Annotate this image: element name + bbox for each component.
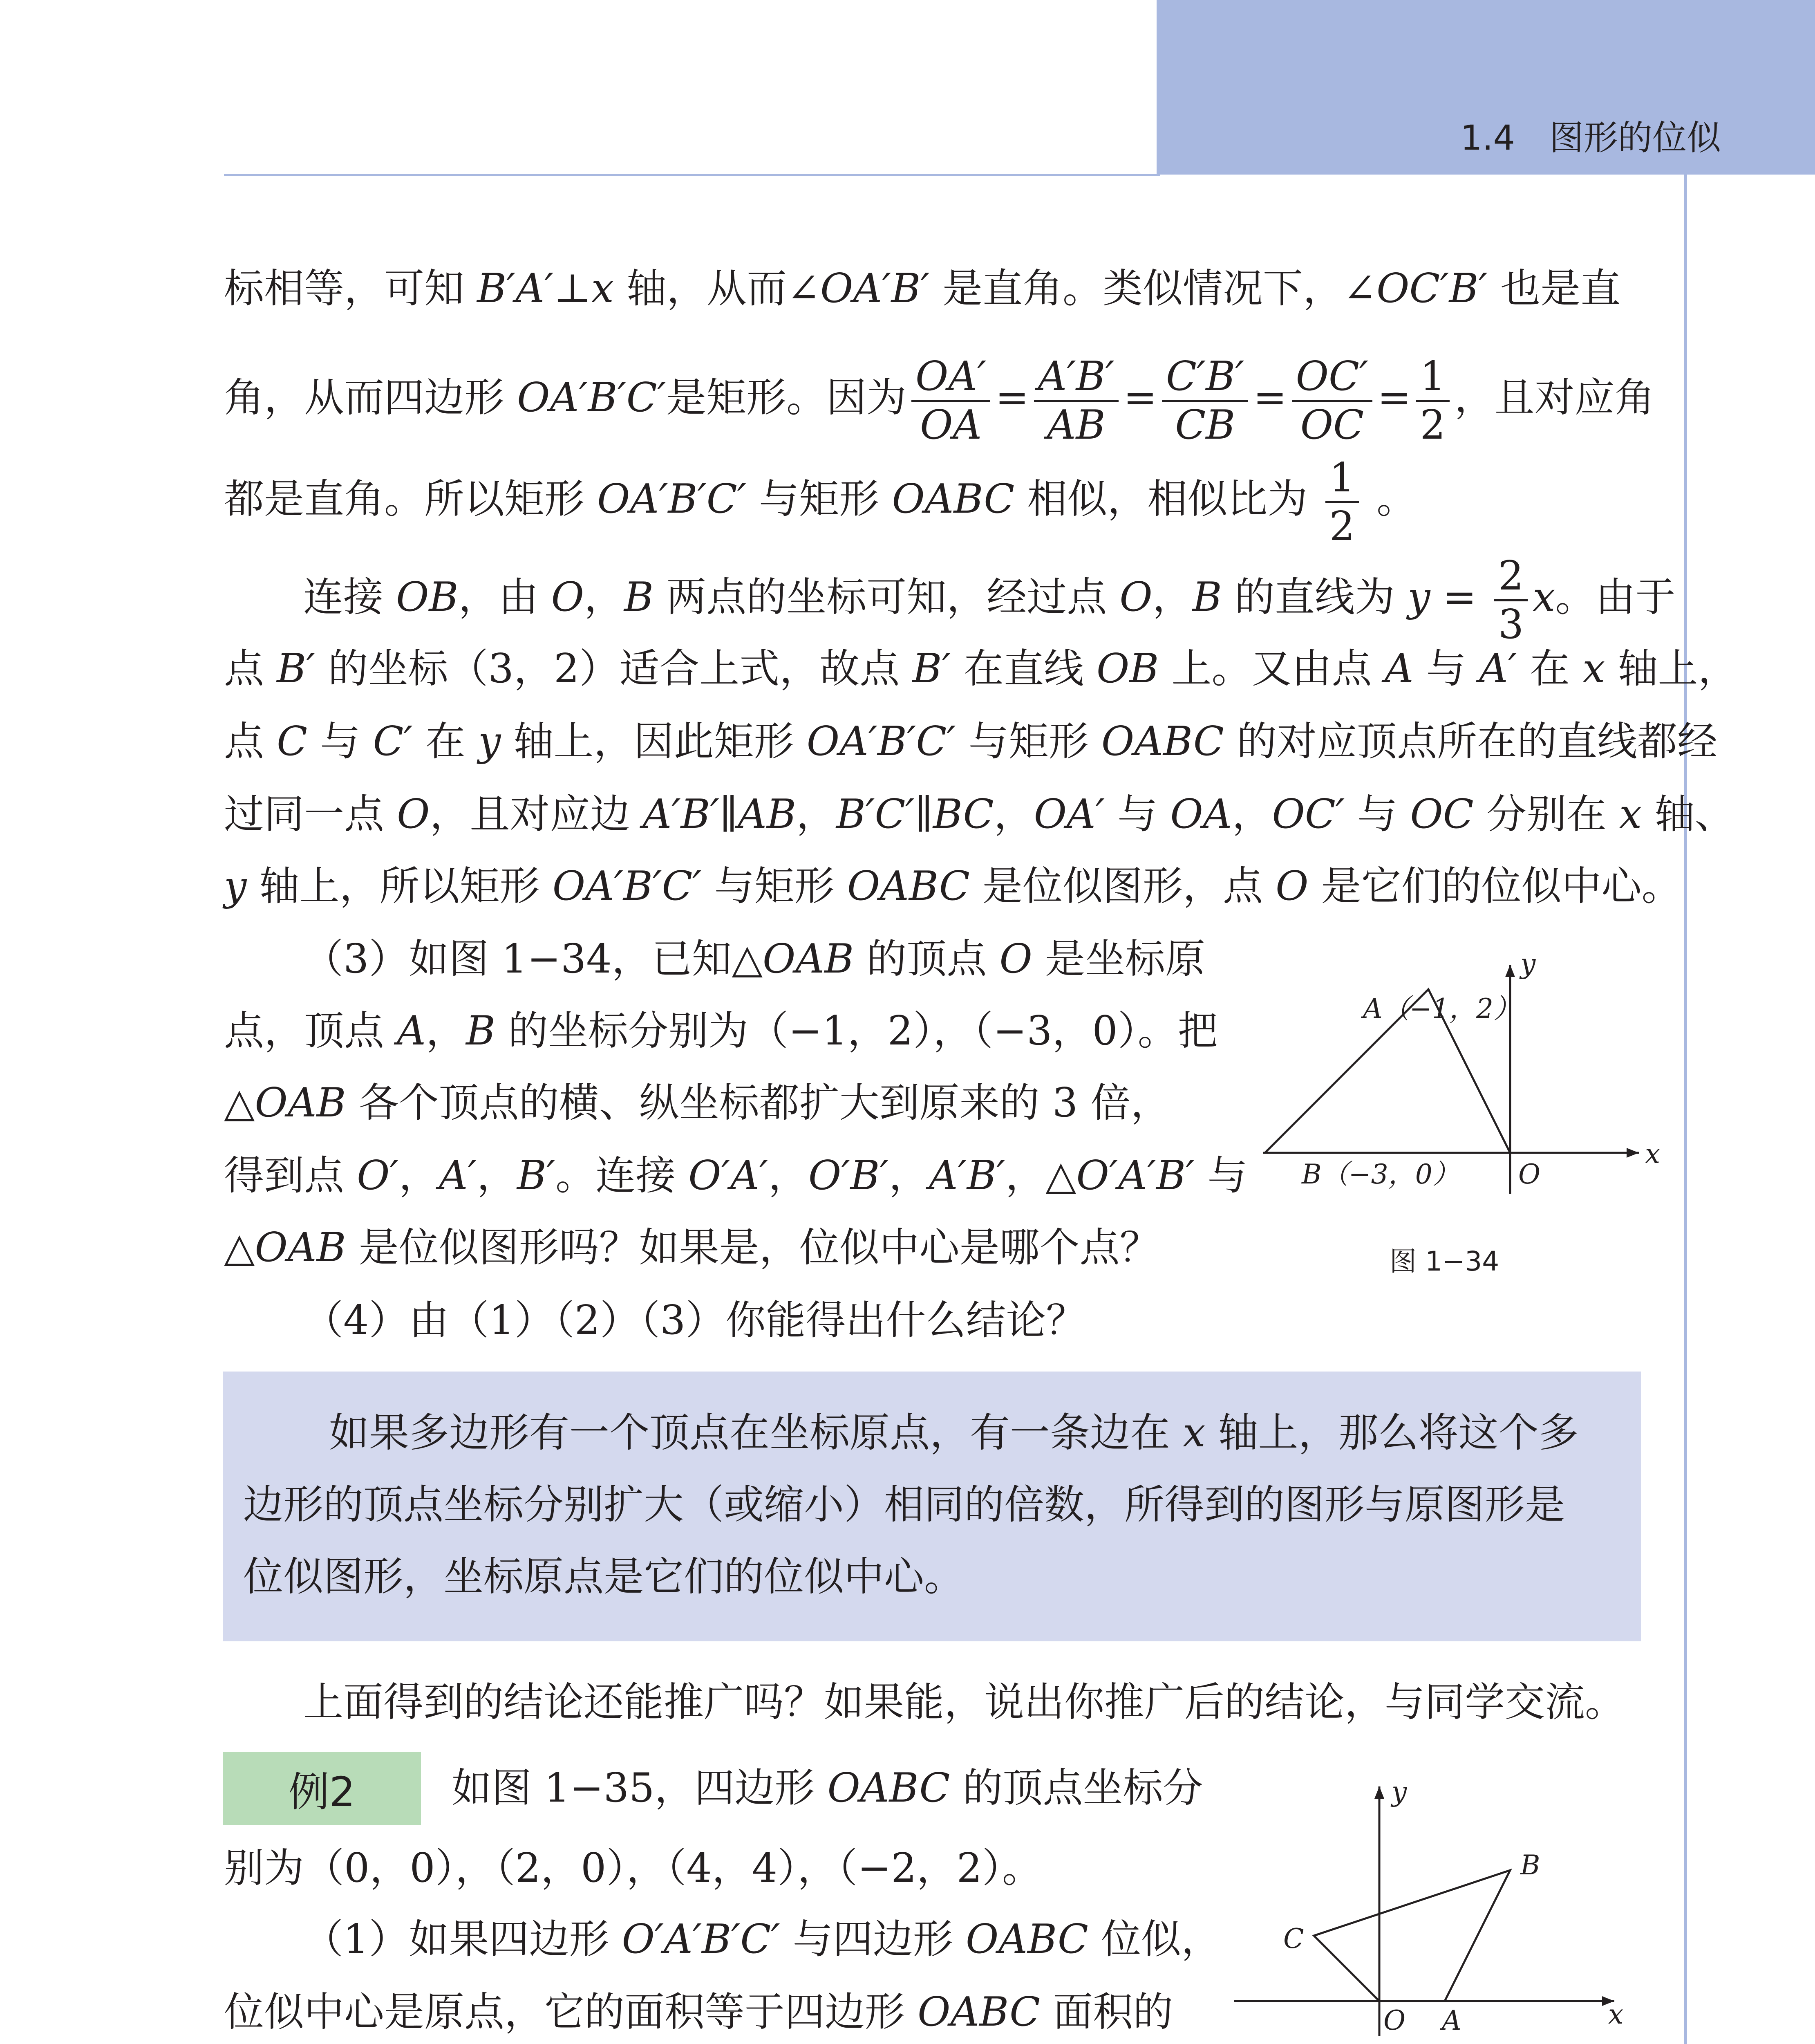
x-axis-arrow <box>1627 1148 1639 1158</box>
side-rule <box>1684 175 1687 2044</box>
text-line: 上面得到的结论还能推广吗？如果能，说出你推广后的结论，与同学交流。 <box>303 1679 1625 1726</box>
point-C-label: C <box>1283 1923 1304 1954</box>
y-axis-label: y <box>1520 948 1536 979</box>
fraction: $\frac{1}{2}$ <box>1416 356 1449 445</box>
point-A-label: A <box>1442 2005 1461 2036</box>
text-line: （3）如图 1−34，已知△OAB 的顶点 O 是坐标原 <box>303 936 1205 982</box>
text-line: （4）由（1）（2）（3）你能得出什么结论？ <box>303 1297 1086 1344</box>
text-line: 点，顶点 A，B 的坐标分别为（−1，2），（−3，0）。把 <box>224 1008 1218 1054</box>
fraction: $\frac{2}{3}$ <box>1494 556 1528 645</box>
point-A-label: A（−1，2） <box>1363 993 1520 1024</box>
header-band <box>1157 0 1815 175</box>
text-line: 位似中心是原点，它的面积等于四边形 OABC 面积的 <box>224 1989 1173 2035</box>
figure-1-35 <box>1226 1774 1651 2044</box>
y-axis-arrow <box>1374 1786 1384 1799</box>
text-line: 标相等，可知 B′A′⊥x 轴，从而∠OA′B′ 是直角。类似情况下，∠OC′B′ 也是直 <box>224 265 1621 312</box>
quadrilateral-OABC <box>1314 1870 1510 2001</box>
fraction: $\frac{1}{2}$ <box>1325 458 1359 547</box>
text-line: 如图 1−35，四边形 OABC 的顶点坐标分 <box>452 1765 1203 1811</box>
text-line: （1）如果四边形 O′A′B′C′ 与四边形 OABC 位似， <box>303 1916 1222 1963</box>
x-axis-label: x <box>1645 1138 1661 1170</box>
y-axis-label: y <box>1392 1776 1407 1807</box>
box-line: 边形的顶点坐标分别扩大（或缩小）相同的倍数，所得到的图形与原图形是 <box>243 1481 1565 1528</box>
conclusion-box <box>223 1372 1641 1641</box>
origin-label: O <box>1383 2005 1406 2036</box>
text-line: 别为（0，0），（2，0），（4，4），（−2，2）。 <box>224 1845 1042 1892</box>
fraction: $\frac{OC'}{OC}$ <box>1292 356 1373 445</box>
figure-1-34 <box>1255 948 1672 1226</box>
header-rule <box>224 174 1160 176</box>
section-title: 1.4 图形的位似 <box>1460 118 1721 158</box>
text-line: 过同一点 O，且对应边 A′B′∥AB，B′C′∥BC，OA′ 与 OA，OC′ 与 OC 分别在 x 轴、 <box>224 791 1735 838</box>
text-line: 都是直角。所以矩形 OA′B′C′ 与矩形 OABC 相似，相似比为 $\frac{1}{2}$ 。 <box>224 455 1417 550</box>
origin-label: O <box>1518 1159 1541 1190</box>
box-line: 如果多边形有一个顶点在坐标原点，有一条边在 x 轴上，那么将这个多 <box>329 1410 1579 1456</box>
point-B-label: B <box>1520 1849 1540 1881</box>
text-line: 连接 OB，由 O，B 两点的坐标可知，经过点 O，B 的直线为 y = $\frac{2}{3}$ x。由于 <box>303 553 1676 648</box>
text-line: y 轴上，所以矩形 OA′B′C′ 与矩形 OABC 是位似图形，点 O 是它们的位似中心。 <box>224 863 1682 910</box>
fraction: $\frac{OA'}{OA}$ <box>911 356 990 445</box>
fraction: $\frac{A'B'}{AB}$ <box>1034 356 1119 445</box>
figure-caption: 图 1−34 <box>1390 1246 1499 1277</box>
text-line: 点 C 与 C′ 在 y 轴上，因此矩形 OA′B′C′ 与矩形 OABC 的对应顶点所在的直线都经 <box>224 718 1717 765</box>
text-line: △OAB 是位似图形吗？如果是，位似中心是哪个点？ <box>224 1224 1160 1271</box>
text-line: 点 B′ 的坐标（3，2）适合上式，故点 B′ 在直线 OB 上。又由点 A 与 A′ 在 x 轴上， <box>224 645 1738 692</box>
y-axis-arrow <box>1505 965 1515 977</box>
x-axis-label: x <box>1608 1999 1624 2030</box>
point-B-label: B（−3，0） <box>1302 1159 1459 1190</box>
box-line: 位似图形，坐标原点是它们的位似中心。 <box>243 1553 965 1600</box>
text-line: 角，从而四边形 OA′B′C′是矩形。因为 $\frac{OA'}{OA}$ = $\frac{A'B'}{AB}$ = $\frac{C'B'}{CB}$ = $\frac{OC'}{OC}$ = $\frac{1}{2}$ ，且对应角 <box>224 353 1655 448</box>
example-label: 例2 <box>223 1752 421 1825</box>
fraction: $\frac{C'B'}{CB}$ <box>1162 356 1249 445</box>
text-line: △OAB 各个顶点的横、纵坐标都扩大到原来的 3 倍， <box>224 1080 1171 1126</box>
text-line: 得到点 O′，A′，B′。连接 O′A′，O′B′，A′B′，△O′A′B′ 与 <box>224 1152 1248 1199</box>
